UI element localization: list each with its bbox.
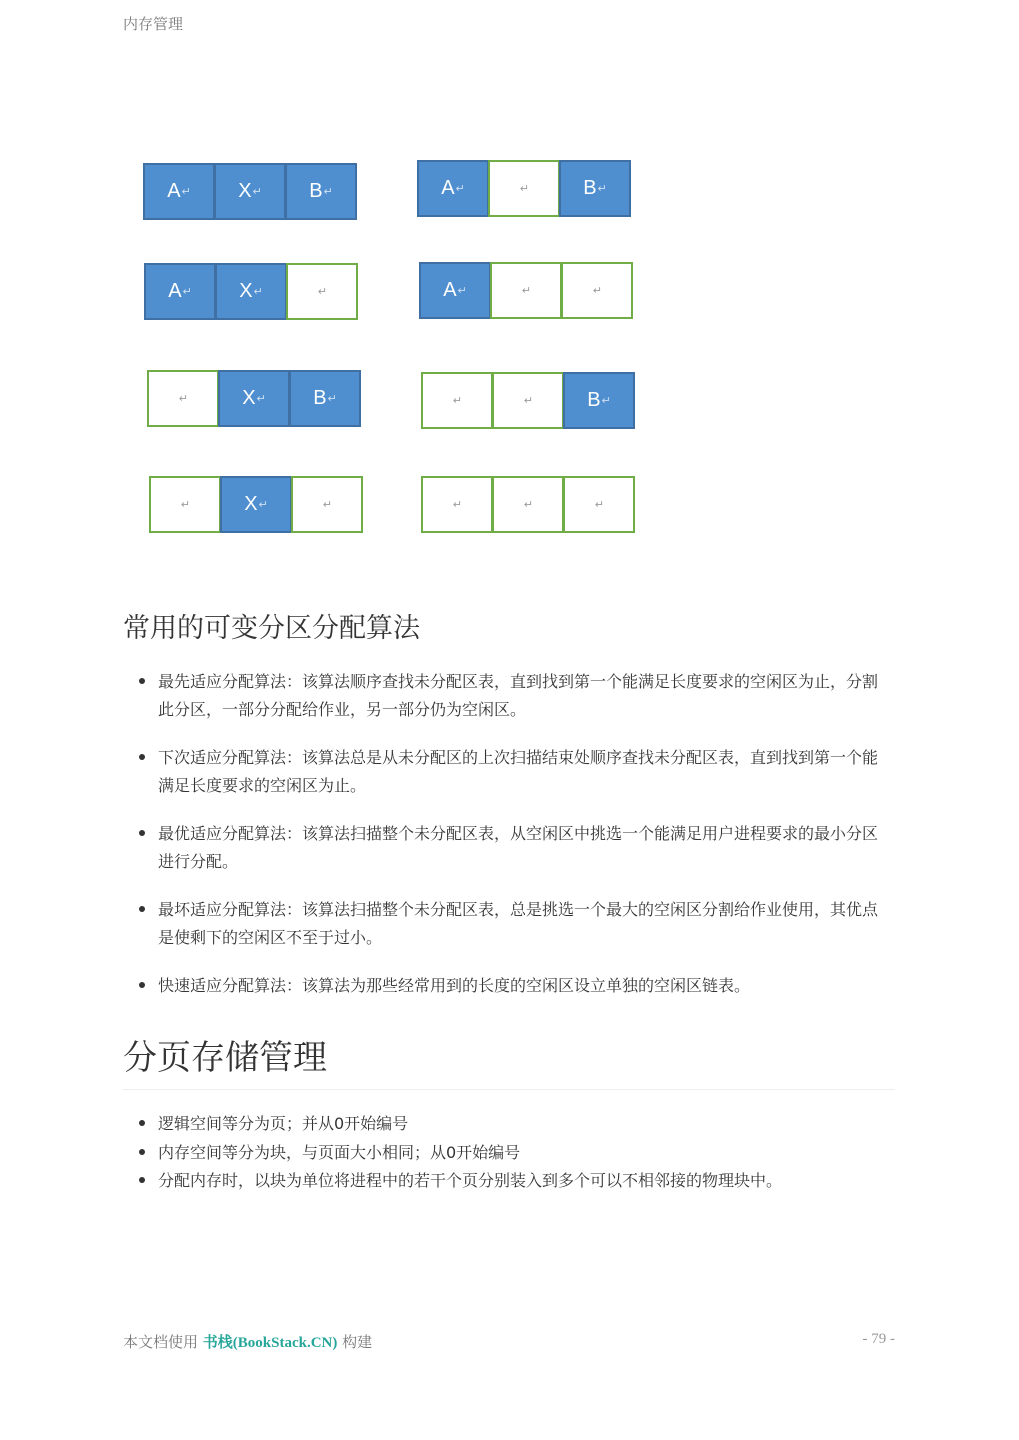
return-mark-icon: ↵: [521, 285, 532, 297]
allocated-partition-cell: [559, 160, 631, 217]
partition-label: B: [313, 387, 327, 409]
return-mark-icon: ↵: [252, 186, 262, 198]
return-mark-icon: ↵: [180, 499, 191, 511]
algorithm-list: [137, 668, 889, 1020]
partition-label: B: [309, 180, 323, 202]
return-mark-icon: ↵: [452, 395, 463, 407]
return-mark-icon: ↵: [457, 285, 467, 297]
allocated-partition-cell: [285, 163, 357, 220]
partition-row: [147, 370, 361, 427]
return-mark-icon: ↵: [322, 499, 333, 511]
list-item: 最优适应分配算法：该算法扫描整个未分配区表，从空闲区中挑选一个能满足用户进程要求的最小分区进行分配。: [137, 820, 889, 876]
list-item: 下次适应分配算法：该算法总是从未分配区的上次扫描结束处顺序查找未分配区表，直到找到第一个能满足长度要求的空闲区为止。: [137, 744, 889, 800]
partition-label: A: [168, 280, 182, 302]
partition-row: [421, 476, 635, 533]
allocated-partition-cell: [417, 160, 489, 217]
free-partition-cell: [490, 262, 562, 319]
allocated-partition-cell: [419, 262, 491, 319]
allocated-partition-cell: [143, 163, 215, 220]
page-number: - 79 -: [862, 1331, 895, 1347]
partition-label: A: [441, 177, 455, 199]
allocated-partition-cell: [289, 370, 361, 427]
list-item: 快速适应分配算法：该算法为那些经常用到的长度的空闲区设立单独的空闲区链表。: [137, 972, 889, 1000]
allocated-partition-cell: [144, 263, 216, 320]
free-partition-cell: [421, 476, 493, 533]
return-mark-icon: ↵: [323, 186, 333, 198]
return-mark-icon: ↵: [594, 499, 605, 511]
allocated-partition-cell: [220, 476, 292, 533]
return-mark-icon: ↵: [181, 186, 191, 198]
allocated-partition-cell: [218, 370, 290, 427]
partition-label: A: [443, 279, 457, 301]
allocated-partition-cell: [214, 163, 286, 220]
partition-label: X: [238, 180, 252, 202]
free-partition-cell: [561, 262, 633, 319]
paging-list: [137, 1110, 889, 1196]
partition-label: X: [242, 387, 256, 409]
free-partition-cell: [286, 263, 358, 320]
partition-label: X: [244, 493, 258, 515]
return-mark-icon: ↵: [253, 286, 263, 298]
return-mark-icon: ↵: [317, 286, 328, 298]
list-item: 内存空间等分为块，与页面大小相同；从0开始编号: [137, 1139, 889, 1168]
return-mark-icon: ↵: [452, 499, 463, 511]
footer-prefix: 本文档使用: [123, 1333, 203, 1351]
free-partition-cell: [421, 372, 493, 429]
return-mark-icon: ↵: [523, 395, 534, 407]
partition-row: [417, 160, 631, 217]
heading-divider: [123, 1089, 895, 1090]
running-header: 内存管理: [123, 15, 184, 33]
free-partition-cell: [563, 476, 635, 533]
partition-label: A: [167, 180, 181, 202]
footer-credit: [123, 1331, 372, 1352]
partition-row: [149, 476, 363, 533]
partition-row: [419, 262, 633, 319]
return-mark-icon: ↵: [256, 393, 266, 405]
section-heading-paging: 分页存储管理: [123, 1038, 327, 1078]
list-item: 最坏适应分配算法：该算法扫描整个未分配区表，总是挑选一个最大的空闲区分割给作业使用，其优点是使剩下的空闲区不至于过小。: [137, 896, 889, 952]
return-mark-icon: ↵: [178, 393, 189, 405]
section-heading-algorithms: 常用的可变分区分配算法: [123, 613, 420, 644]
free-partition-cell: [488, 160, 560, 217]
return-mark-icon: ↵: [601, 395, 611, 407]
return-mark-icon: ↵: [182, 286, 192, 298]
partition-label: X: [239, 280, 253, 302]
allocated-partition-cell: [563, 372, 635, 429]
list-item: 逻辑空间等分为页；并从0开始编号: [137, 1110, 889, 1139]
partition-label: B: [587, 389, 601, 411]
list-item: 最先适应分配算法：该算法顺序查找未分配区表，直到找到第一个能满足长度要求的空闲区为止，分割此分区，一部分分配给作业，另一部分仍为空闲区。: [137, 668, 889, 724]
partition-row: [143, 163, 357, 220]
footer-suffix: 构建: [337, 1333, 373, 1351]
partition-merge-diagram: [140, 155, 650, 545]
list-item: 分配内存时，以块为单位将进程中的若干个页分别装入到多个可以不相邻接的物理块中。: [137, 1167, 889, 1196]
return-mark-icon: ↵: [592, 285, 603, 297]
return-mark-icon: ↵: [258, 499, 268, 511]
return-mark-icon: ↵: [597, 183, 607, 195]
free-partition-cell: [147, 370, 219, 427]
return-mark-icon: ↵: [327, 393, 337, 405]
return-mark-icon: ↵: [519, 183, 530, 195]
return-mark-icon: ↵: [523, 499, 534, 511]
partition-row: [144, 263, 358, 320]
partition-row: [421, 372, 635, 429]
partition-label: B: [583, 177, 597, 199]
free-partition-cell: [291, 476, 363, 533]
footer-brand-link[interactable]: 书栈(BookStack.CN): [202, 1335, 338, 1351]
free-partition-cell: [149, 476, 221, 533]
allocated-partition-cell: [215, 263, 287, 320]
return-mark-icon: ↵: [455, 183, 465, 195]
free-partition-cell: [492, 372, 564, 429]
free-partition-cell: [492, 476, 564, 533]
